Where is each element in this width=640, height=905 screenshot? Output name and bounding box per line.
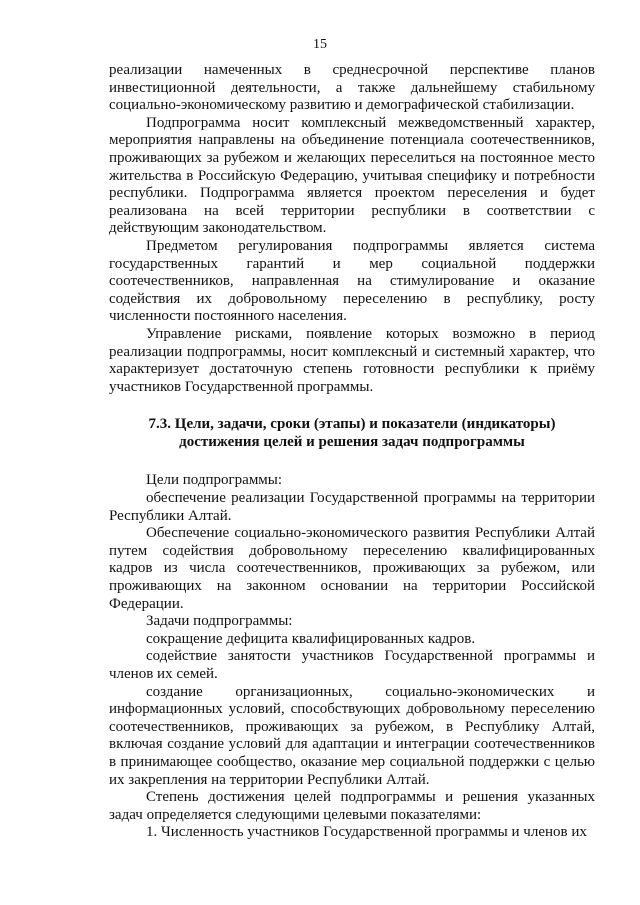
paragraph: Управление рисками, появление которых возможно в период реализации подпрограммы, носит комплексный и системный характер, что характеризует достаточную степень готовности республики к приёму участников Государственной программы. bbox=[109, 325, 595, 395]
paragraph: сокращение дефицита квалифицированных кадров. bbox=[146, 630, 476, 647]
paragraph: Задачи подпрограммы: bbox=[146, 613, 293, 630]
paragraph: Степень достижения целей подпрограммы и решения указанных задач определяется следующими целевыми показателями: bbox=[109, 789, 595, 823]
paragraph: Предметом регулирования подпрограммы является система государственных гарантий и мер социальной поддержки соотечественников, направленная на стимулирование и оказание содействия их добровольному переселению в республику, росту численности постоянного населения. bbox=[109, 237, 595, 325]
paragraph: реализации намеченных в среднесрочной перспективе планов инвестиционной деятельности, а также дальнейшему стабильному социально-экономическому развитию и демографической стабилизации. bbox=[109, 62, 595, 114]
paragraph: создание организационных, социально-экономических и информационных условий, способствующих добровольному переселению соотечественников, проживающих за рубежом, в Республику Алтай, включая создание условий для адаптации и интеграции соотечественников в принимающее сообщество, оказание мер социальной поддержки с целью их закрепления на территории Республики Алтай. bbox=[109, 683, 595, 788]
page-number: 15 bbox=[313, 37, 327, 52]
page-content bbox=[109, 62, 595, 842]
section-heading: 7.3. Цели, задачи, сроки (этапы) и показатели (индикаторы) достижения целей и решения задач подпрограммы bbox=[148, 416, 556, 450]
paragraph: обеспечение реализации Государственной программы на территории Республики Алтай. bbox=[109, 490, 595, 524]
paragraph: 1. Численность участников Государственной программы и членов их bbox=[146, 824, 587, 841]
paragraph: Цели подпрограммы: bbox=[146, 472, 283, 489]
paragraph: содействие занятости участников Государственной программы и членов их семей. bbox=[109, 648, 595, 682]
paragraph: Подпрограмма носит комплексный межведомственный характер, мероприятия направлены на объединение потенциала соотечественников, проживающих за рубежом и желающих переселиться на постоянное место жительства в Российскую Федерацию, учитывая специфику и потребности республики. Подпрограмма является проектом переселения и будет реализована на всей территории республики в соответствии с действующим законодательством. bbox=[109, 114, 595, 237]
paragraph: Обеспечение социально-экономического развития Республики Алтай путем содействия добровольному переселению квалифицированных кадров из числа соотечественников, проживающих за рубежом, или проживающих на законном основании на территории Российской Федерации. bbox=[109, 525, 595, 612]
